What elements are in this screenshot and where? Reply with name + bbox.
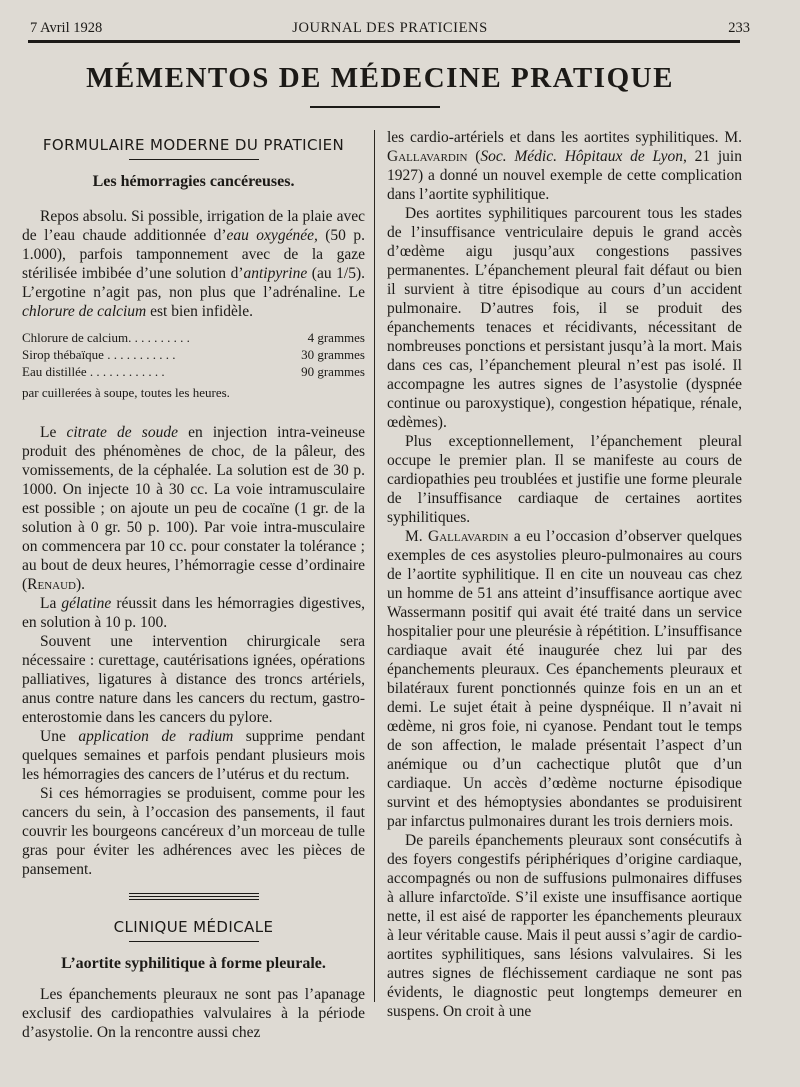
author-name: Gallavardin xyxy=(387,148,468,165)
left-column xyxy=(22,128,365,1042)
text-run: , 21 juin 1927) a donné un nouvel exemple de cette complication dans l’aortite syphilitique. xyxy=(387,148,742,203)
quantity: 90 grammes xyxy=(301,364,365,379)
prescription-row xyxy=(22,346,365,363)
ingredient: Eau distillée . . . . . . . . . . . . xyxy=(22,364,165,379)
prescription-row xyxy=(22,329,365,346)
paragraph: Souvent une intervention chirurgicale sera nécessaire : curettage, cautérisations ignées, opérations palliatives, ligatures à distance des troncs artériels, anus contre nature dans les cancers du rectum, gastro-enterostomie dans les cancers du pylore. xyxy=(22,633,365,726)
text-run: en injection intra-veineuse produit des phénomènes de choc, de la pâleur, des vomissements, de la céphalée. La solution est de 30 p. 1000. On injecte 10 à 30 cc. La voie intramusculaire est possible ; on ajoute un peu de cocaïne (1 gr. de la solution à 0 gr. 50 p. 100). Par voie intra-musculaire on commencera par 10 cc. pour constater la tolérance ; au bout de deux heures, l’hémorragie cesse d’ordinaire ( xyxy=(22,424,365,593)
prescription-note: par cuillerées à soupe, toutes les heures. xyxy=(22,385,230,400)
ingredient: Chlorure de calcium. . . . . . . . . . xyxy=(22,330,190,345)
text-run: est bien infidèle. xyxy=(146,303,253,320)
paragraph: Les épanchements pleuraux ne sont pas l’apanage exclusif des cardiopathies valvulaires à la période d’asystolie. On la rencontre aussi chez xyxy=(22,986,365,1041)
paragraph: Des aortites syphilitiques parcourent tous les stades de l’insuffisance ventriculaire depuis le grand accès d’œdème aigu jusqu’aux congestions passives permanentes. L’épanchement pleural fait défaut ou bien il survient à titre épisodique au cours d’un accident pulmonaire. D’autres fois, il se produit des épanchements tenaces et récidivants, nécessitant de nombreuses ponctions et persistant jusqu’à la mort. Mais dans ces cas, l’épanchement pleural n’est pas isolé. Il accompagne les autres signes de l’asystolie (dyspnée continue ou paroxystique), congestion hépatique, rénale, œdèmes). xyxy=(387,205,742,431)
paragraph: De pareils épanchements pleuraux sont consécutifs à des foyers congestifs périphériques d’origine cardiaque, accompagnés ou non de suffusions pulmonaires diffuses à allure infarctoïde. S’il existe une insuffisance aortique nette, il est aisé de rapporter les épanchements pleuraux à leur véritable cause. Mais il peut aussi s’agir de cardio-aortites syphilitiques, sans lésions valvulaires. Si les autres signes de fléchissement cardiaque ne sont pas évidents, le diagnostic peut longtemps demeurer en suspens. On croit à une xyxy=(387,832,742,1020)
text-run: ). xyxy=(76,576,86,593)
issue-date: 7 Avril 1928 xyxy=(30,20,103,36)
text-run: La xyxy=(40,595,62,612)
text-run: Le xyxy=(40,424,67,441)
text-run: supprime pendant quelques semaines et parfois pendant plusieurs mois les hémorragies des cancers de l’utérus et du rectum. xyxy=(22,728,365,783)
text-italic: Soc. Médic. Hôpitaux de Lyon xyxy=(480,148,684,165)
text-run: Repos absolu. Si possible, irrigation de la plaie avec de l’eau chaude additionnée d’ xyxy=(22,208,365,244)
article-heading-hemorragies: Les hémorragies cancéreuses. xyxy=(92,173,295,190)
header-rule xyxy=(28,40,740,43)
text-run: réussit dans les hémorragies digestives, en solution à 10 p. 100. xyxy=(22,595,365,631)
text-italic: application de radium xyxy=(78,728,234,745)
text-italic: gélatine xyxy=(61,595,112,612)
text-run: les cardio-artériels et dans les aortites syphilitiques. M. xyxy=(387,129,742,146)
paragraph xyxy=(22,594,365,632)
section-separator xyxy=(129,893,259,900)
text-italic: antipyrine xyxy=(243,265,308,282)
right-column xyxy=(387,128,742,1021)
section-heading-clinique: CLINIQUE MÉDICALE xyxy=(113,918,274,936)
text-italic: citrate de soude xyxy=(66,424,178,441)
title-rule xyxy=(310,106,440,108)
paragraph xyxy=(22,727,365,784)
quantity: 4 grammes xyxy=(307,330,365,345)
paragraph xyxy=(387,527,742,831)
author-name: Renaud xyxy=(27,576,77,593)
column-divider xyxy=(374,130,375,1002)
text-italic: chlorure de calcium xyxy=(22,303,147,320)
section-rule xyxy=(129,159,259,160)
section-heading-formulaire: FORMULAIRE MODERNE DU PRATICIEN xyxy=(42,136,345,154)
paragraph xyxy=(22,423,365,594)
prescription-row xyxy=(22,363,365,380)
author-name: Gallavardin xyxy=(428,528,509,545)
running-head xyxy=(30,20,750,40)
text-italic: eau oxygénée, xyxy=(226,227,318,244)
ingredient: Sirop thébaïque . . . . . . . . . . . xyxy=(22,347,176,362)
quantity: 30 grammes xyxy=(301,347,365,362)
paragraph: Plus exceptionnellement, l’épanchement pleural occupe le premier plan. Il se manifeste au cours de cardiopathies peu troublées et justifie une forme pleurale de l’insuffisance cardiaque de certaines aortites syphilitiques. xyxy=(387,433,742,526)
text-run: Une xyxy=(40,728,79,745)
page-title: MÉMENTOS DE MÉDECINE PRATIQUE xyxy=(86,62,674,94)
paragraph: Si ces hémorragies se produisent, comme pour les cancers du sein, à l’occasion des pansements, il faut couvrir les bourgeons cancéreux d’un morceau de tulle gras pour éviter les adhérences avec les pièces de pansement. xyxy=(22,785,365,878)
paragraph xyxy=(22,207,365,321)
prescription xyxy=(22,329,365,380)
text-run: (au 1/5). L’ergotine n’agit pas, non plus que l’adrénaline. Le xyxy=(22,265,365,301)
journal-title: JOURNAL DES PRATICIENS xyxy=(292,20,488,36)
text-run: ( xyxy=(467,148,481,165)
text-run: (50 p. 1.000), parfois tamponnement avec de la gaze stérilisée imbibée d’une solution d’ xyxy=(22,227,365,282)
text-run: M. xyxy=(405,528,429,545)
page-number: 233 xyxy=(728,20,750,36)
article-heading-aortite: L’aortite syphilitique à forme pleurale. xyxy=(61,955,326,972)
section-rule xyxy=(129,941,259,942)
text-run: a eu l’occasion d’observer quelques exemples de ces asystolies pleuro-pulmonaires au cours de l’aortite syphilitique. Il en cite un nouveau cas chez un homme de 51 ans atteint d’insuffisance aortique avec Wassermann positif qui avait été traité dans un service hospitalier pour une pleurésie à répétition. L’insuffisance cardiaque avait été inaugurée chez lui par des épanchements pleuraux. Ces épanchements pleuraux et bilatéraux furent ponctionnés quinze fois en un an et demi. Le sujet était à peine dyspnéique. Il n’avait ni œdème, ni gros foie, ni cyanose. Pendant tout le temps de son affection, le malade présentait l’aspect d’un anémique ou d’un cachectique plutôt que d’un cardiaque. Un accès d’œdème nocturne épisodique survint et des hémoptysies abondantes se produisirent par infarctus pulmonaires durant les trois derniers mois. xyxy=(387,528,742,830)
paragraph xyxy=(387,128,742,204)
